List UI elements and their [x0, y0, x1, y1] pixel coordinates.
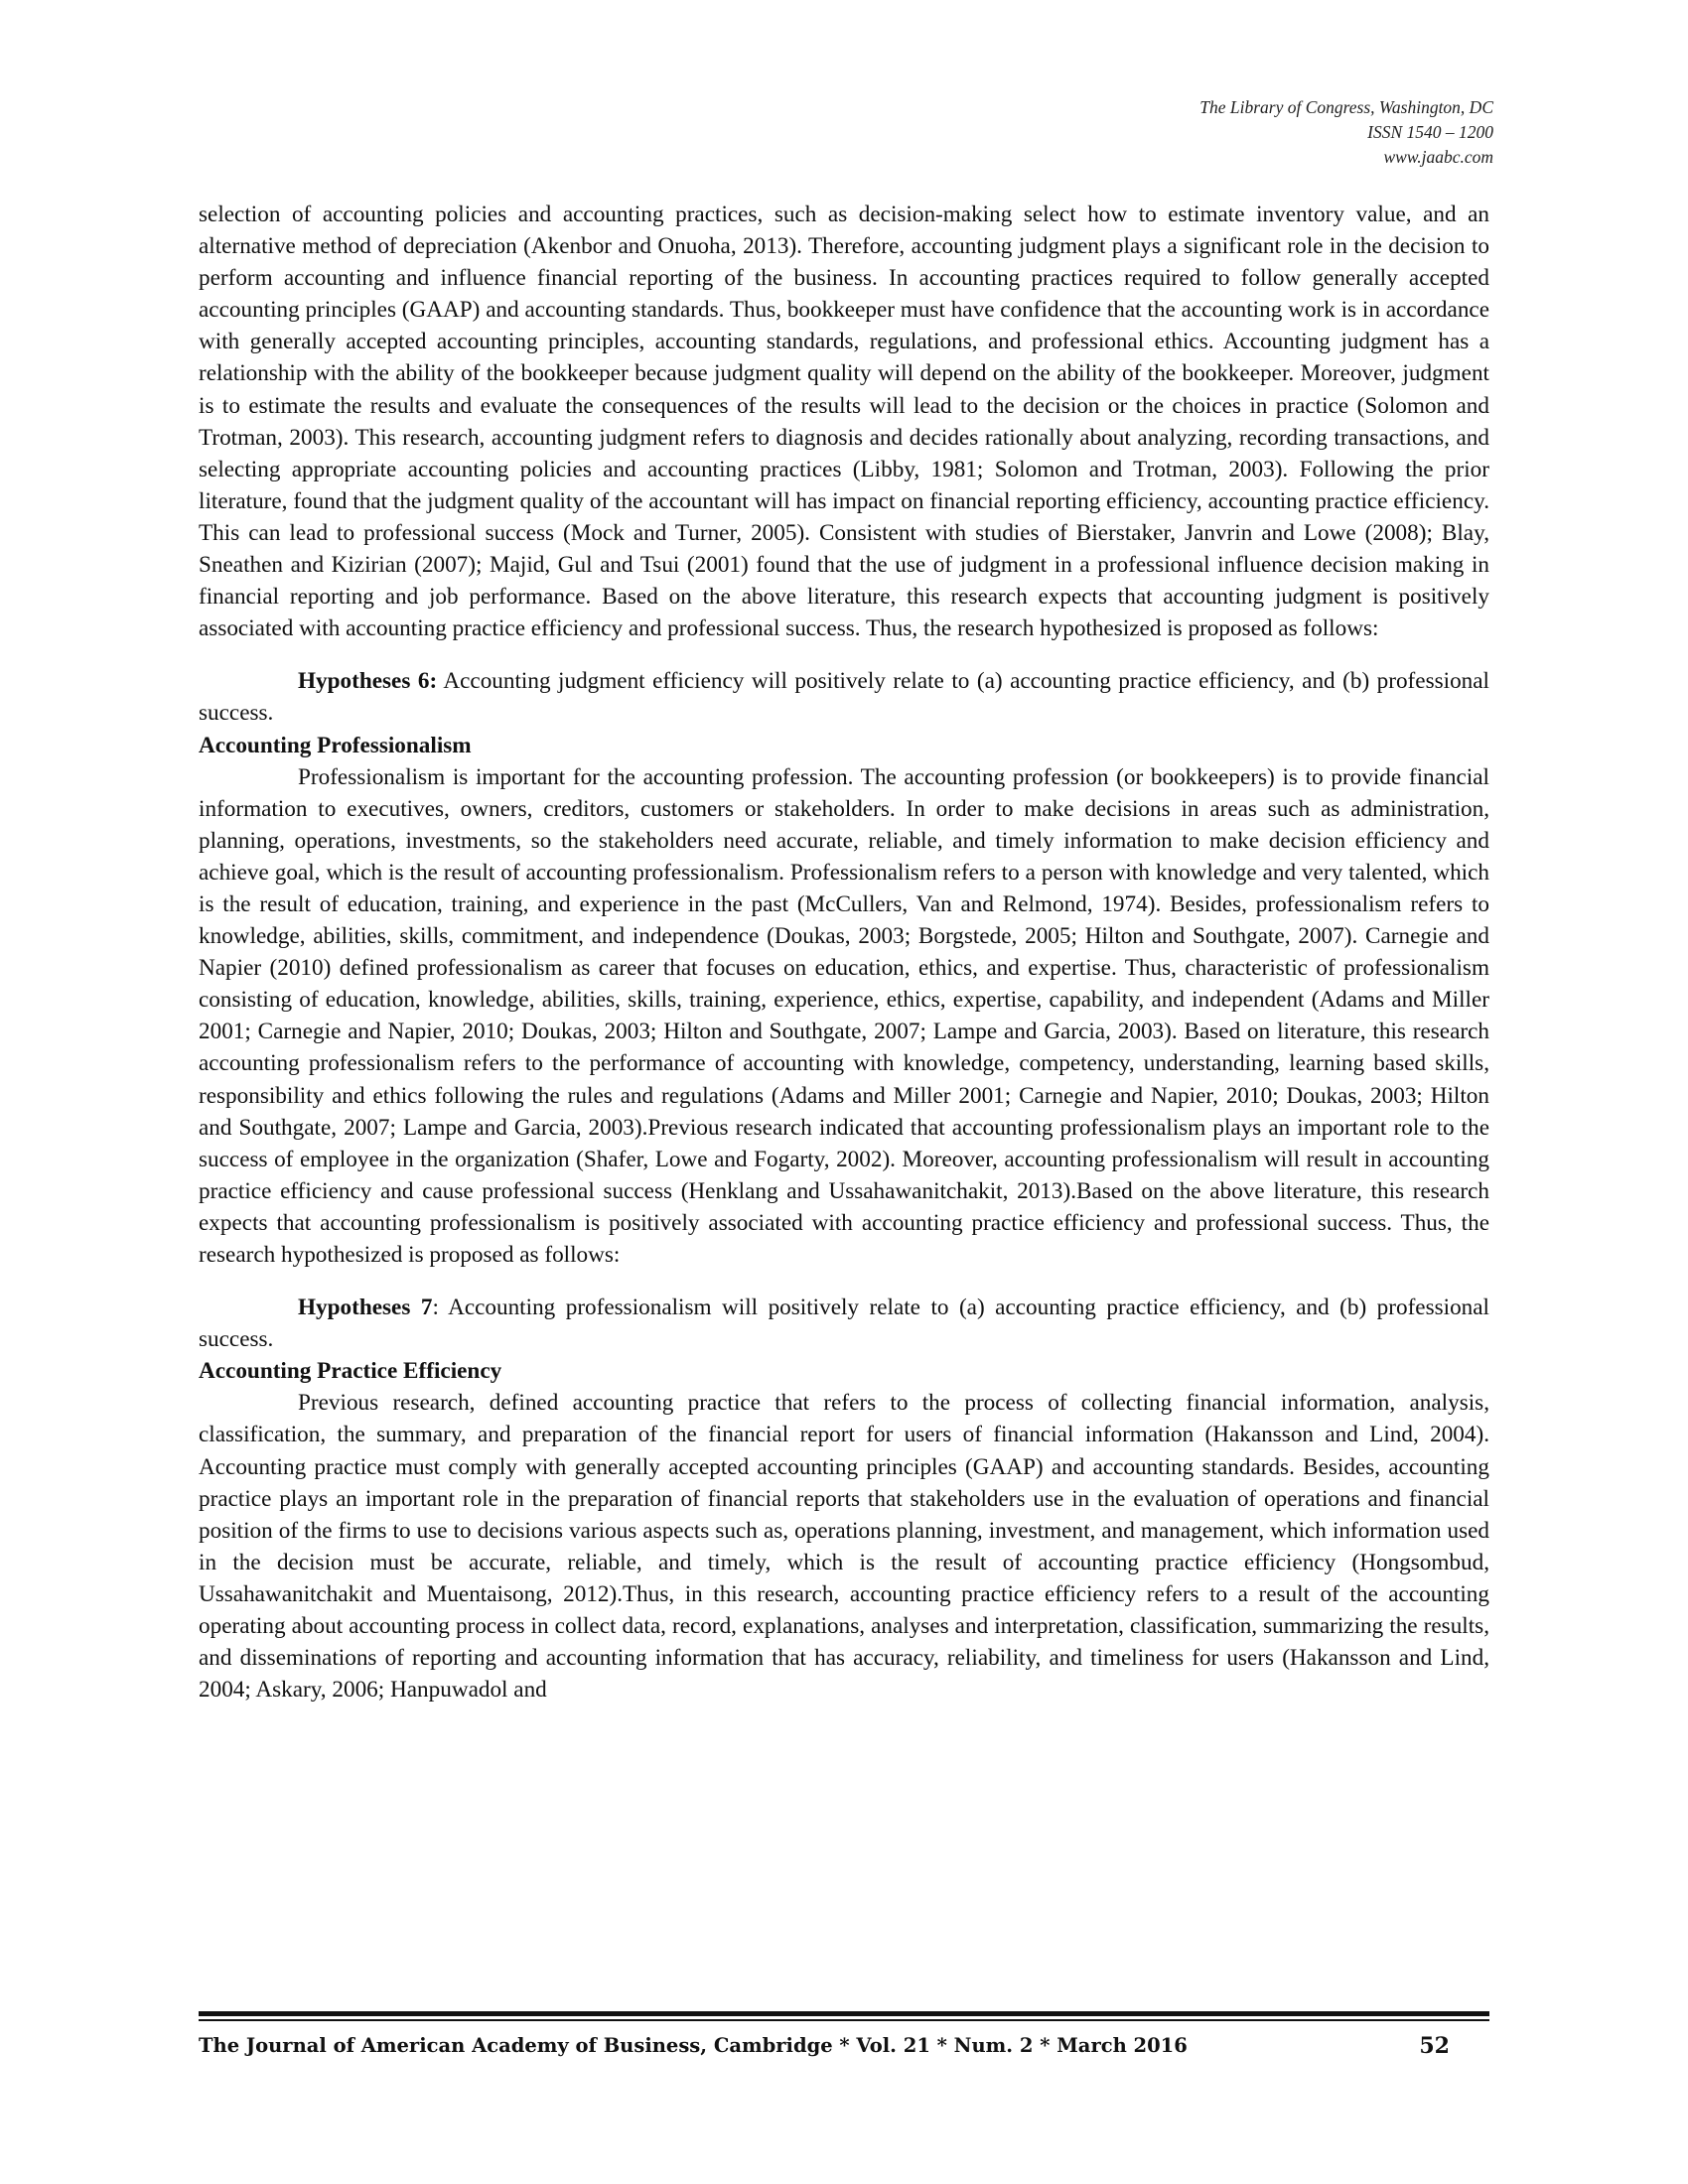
hypothesis-7-label: Hypotheses 7 — [298, 1295, 433, 1321]
article-body — [199, 199, 1489, 1706]
hypothesis-6-text: Accounting judgment efficiency will positively relate to (a) accounting practice efficiency, and (b) professional success. — [199, 668, 1489, 727]
header-issn: ISSN 1540 – 1200 — [1367, 122, 1493, 142]
hypothesis-6-label: Hypotheses 6: — [298, 668, 438, 695]
header-website: www.jaabc.com — [1383, 147, 1493, 167]
paragraph-efficiency: Previous research, defined accounting practice that refers to the process of collecting financial information, analysis, classification, the summary, and preparation of the financial report for users of financial information (Hakansson and Lind, 2004). Accounting practice must comply with generally accepted accounting principles (GAAP) and accounting standards. Besides, accounting practice plays an important role in the preparation of financial reports that stakeholders use in the evaluation of operations and financial position of the firms to use to decisions various aspects such as, operations planning, investment, and management, which information used in the decision must be accurate, reliable, and timely, which is the result of accounting practice efficiency (Hongsombud, Ussahawanitchakit and Muentaisong, 2012).Thus, in this research, accounting practice efficiency refers to a result of the accounting operating about accounting process in collect data, record, explanations, analyses and interpretation, classification, summarizing the results, and disseminations of reporting and accounting information that has accuracy, reliability, and timeliness for users (Hakansson and Lind, 2004; Askary, 2006; Hanpuwadol and — [199, 1390, 1489, 1704]
hypothesis-6 — [199, 665, 1489, 729]
header-library: The Library of Congress, Washington, DC — [1199, 97, 1493, 117]
footer-journal: The Journal of American Academy of Business, Cambridge * Vol. 21 * Num. 2 * March 2016 — [199, 2034, 1188, 2057]
section-heading-efficiency: Accounting Practice Efficiency — [199, 1358, 502, 1385]
hypothesis-7 — [199, 1292, 1489, 1355]
hypothesis-7-text: : Accounting professionalism will positively relate to (a) accounting practice efficiency, and (b) professional success. — [199, 1295, 1489, 1353]
page-number: 52 — [1419, 2033, 1450, 2059]
paragraph-professionalism: Professionalism is important for the accounting profession. The accounting profession (or bookkeepers) is to provide financial information to executives, owners, creditors, customers or stakeholders. In order to make decisions in areas such as administration, planning, operations, investments, so the stakeholders need accurate, reliable, and timely information to make decision efficiency and achieve goal, which is the result of accounting professionalism. Professionalism refers to a person with knowledge and very talented, which is the result of education, training, and experience in the past (McCullers, Van and Relmond, 1974). Besides, professionalism refers to knowledge, abilities, skills, commitment, and independence (Doukas, 2003; Borgstede, 2005; Hilton and Southgate, 2007). Carnegie and Napier (2010) defined professionalism as career that focuses on education, ethics, and expertise. Thus, characteristic of professionalism consisting of education, knowledge, abilities, skills, training, experience, ethics, expertise, capability, and independent (Adams and Miller 2001; Carnegie and Napier, 2010; Doukas, 2003; Hilton and Southgate, 2007; Lampe and Garcia, 2003). Based on literature, this research accounting professionalism refers to the performance of accounting with knowledge, competency, understanding, learning based skills, responsibility and ethics following the rules and regulations (Adams and Miller 2001; Carnegie and Napier, 2010; Doukas, 2003; Hilton and Southgate, 2007; Lampe and Garcia, 2003).Previous research indicated that accounting professionalism plays an important role to the success of employee in the organization (Shafer, Lowe and Fogarty, 2002). Moreover, accounting professionalism will result in accounting practice efficiency and cause professional success (Henklang and Ussahawanitchakit, 2013).Based on the above literature, this research expects that accounting professionalism is positively associated with accounting practice efficiency and professional success. Thus, the research hypothesized is proposed as follows: — [199, 763, 1489, 1268]
section-heading-professionalism: Accounting Professionalism — [199, 732, 472, 758]
footer-rule-thin — [199, 2019, 1489, 2021]
paragraph-intro: selection of accounting policies and accounting practices, such as decision-making select how to estimate inventory value, and an alternative method of depreciation (Akenbor and Onuoha, 2013). Therefore, accounting judgment plays a significant role in the decision to perform accounting and influence financial reporting of the business. In accounting practices required to follow generally accepted accounting principles (GAAP) and accounting standards. Thus, bookkeeper must have confidence that the accounting work is in accordance with generally accepted accounting principles, accounting standards, regulations, and professional ethics. Accounting judgment has a relationship with the ability of the bookkeeper because judgment quality will depend on the ability of the bookkeeper. Moreover, judgment is to estimate the results and evaluate the consequences of the results will lead to the decision or the choices in practice (Solomon and Trotman, 2003). This research, accounting judgment refers to diagnosis and decides rationally about analyzing, recording transactions, and selecting appropriate accounting policies and accounting practices (Libby, 1981; Solomon and Trotman, 2003). Following the prior literature, found that the judgment quality of the accountant will has impact on financial reporting efficiency, accounting practice efficiency. This can lead to professional success (Mock and Turner, 2005). Consistent with studies of Bierstaker, Janvrin and Lowe (2008); Blay, Sneathen and Kizirian (2007); Majid, Gul and Tsui (2001) found that the use of judgment in a professional influence decision making in financial reporting and job performance. Based on the above literature, this research expects that accounting judgment is positively associated with accounting practice efficiency and professional success. Thus, the research hypothesized is proposed as follows: — [199, 202, 1489, 642]
running-header — [1199, 95, 1493, 170]
footer-rule-thick — [199, 2011, 1489, 2016]
